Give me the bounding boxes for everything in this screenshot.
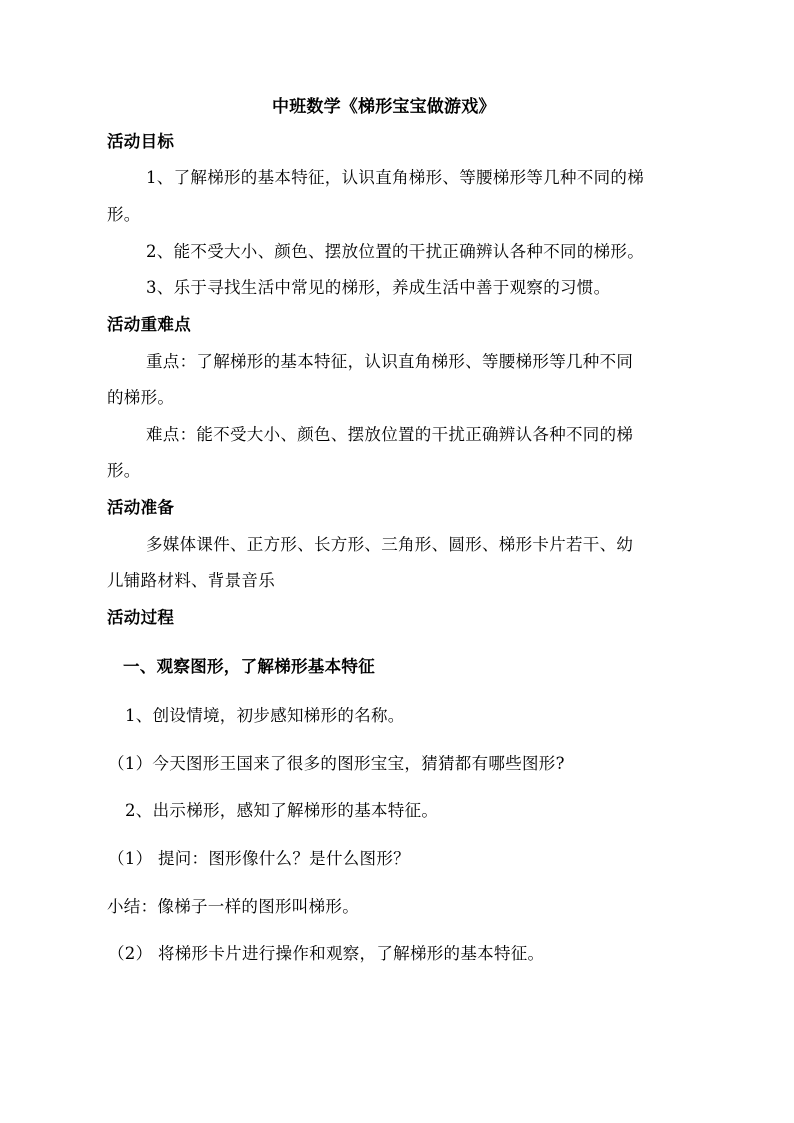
preparation-line-2: 儿铺路材料、背景音乐	[107, 571, 275, 590]
goal-item-3: 3、乐于寻找生活中常见的梯形，养成生活中善于观察的习惯。	[146, 278, 611, 297]
difficult-point-line-2: 形。	[107, 461, 141, 480]
goal-item-1-line-1: 1、了解梯形的基本特征，认识直角梯形、等腰梯形等几种不同的梯	[146, 168, 644, 187]
key-point-line-1: 重点：了解梯形的基本特征，认识直角梯形、等腰梯形等几种不同	[146, 352, 634, 371]
process-step-2: 2、出示梯形，感知了解梯形的基本特征。	[125, 801, 439, 820]
section-heading-process: 活动过程	[107, 608, 175, 627]
process-step-2-sub-2: （2） 将梯形卡片进行操作和观察，了解梯形的基本特征。	[108, 944, 545, 963]
section-heading-key-points: 活动重难点	[107, 315, 191, 334]
key-point-line-2: 的梯形。	[107, 388, 175, 407]
process-summary: 小结：像梯子一样的图形叫梯形。	[107, 897, 359, 916]
process-part-1-heading: 一、观察图形，了解梯形基本特征	[123, 657, 375, 676]
goal-item-2: 2、能不受大小、颜色、摆放位置的干扰正确辨认各种不同的梯形。	[146, 242, 644, 261]
difficult-point-line-1: 难点：能不受大小、颜色、摆放位置的干扰正确辨认各种不同的梯	[146, 425, 634, 444]
goal-item-1-line-2: 形。	[107, 205, 141, 224]
preparation-line-1: 多媒体课件、正方形、长方形、三角形、圆形、梯形卡片若干、幼	[146, 535, 634, 554]
section-heading-preparation: 活动准备	[107, 498, 175, 517]
process-step-2-sub-1: （1） 提问：图形像什么？是什么图形？	[108, 849, 410, 868]
section-heading-goals: 活动目标	[107, 132, 175, 151]
process-step-1-sub-1: （1）今天图形王国来了很多的图形宝宝，猜猜都有哪些图形?	[108, 754, 565, 773]
document-title: 中班数学《梯形宝宝做游戏》	[272, 97, 496, 117]
process-step-1: 1、创设情境，初步感知梯形的名称。	[125, 706, 405, 725]
